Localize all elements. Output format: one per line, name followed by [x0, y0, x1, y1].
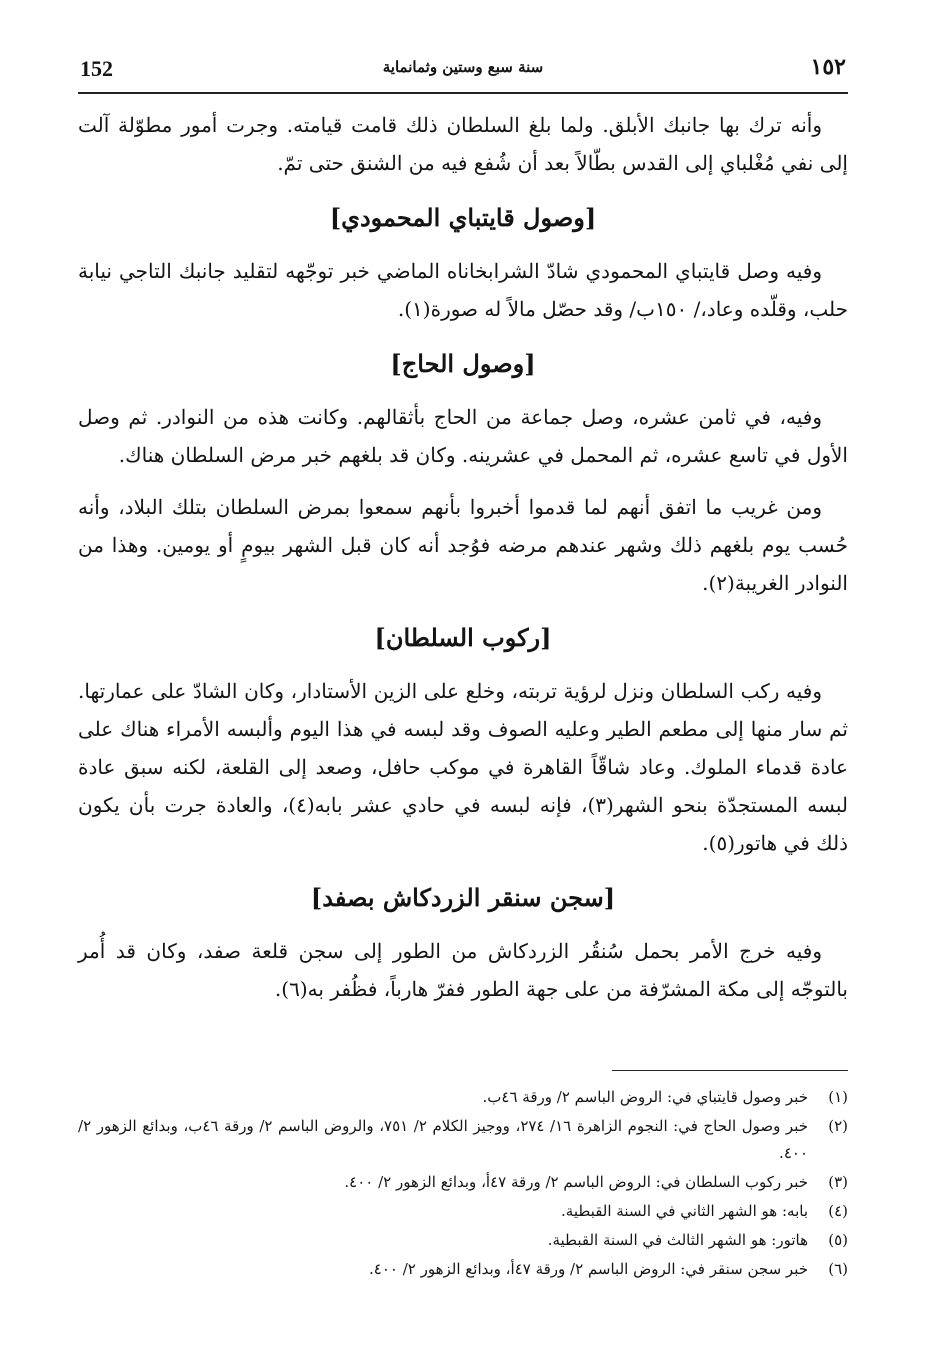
footnote — [78, 1227, 848, 1254]
paragraph: وفيه وصل قايتباي المحمودي شادّ الشرابخاناه الماضي خبر توجّهه لتقليد جانبك التاجي نيابة حلب، وقلّده وعاد،/ ١٥٠ب/ وقد حصّل مالاً له صورة(١). — [78, 259, 848, 321]
footnote — [78, 1169, 848, 1196]
footnote-number: (٤) — [828, 1202, 848, 1220]
footnote — [78, 1084, 848, 1111]
main-text — [78, 106, 848, 1022]
footnote-number: (٢) — [828, 1117, 848, 1135]
footnotes — [78, 1084, 848, 1285]
running-title: سنة سبع وستين وثمانماية — [382, 58, 544, 76]
section-heading: [سجن سنقر الزردكاش بصفد] — [310, 883, 616, 912]
footnote-text: بابه: هو الشهر الثاني في السنة القبطية. — [561, 1202, 808, 1220]
footnote — [78, 1113, 848, 1167]
footnote-number: (٣) — [828, 1173, 848, 1191]
paragraph: وفيه خرج الأمر بحمل سُنقُر الزردكاش من الطور إلى سجن قلعة صفد، وكان قد أُمر بالتوجّه إلى مكة المشرّفة من على جهة الطور ففرّ هارباً، فظُفر به(٦). — [78, 939, 848, 1001]
paragraph: وفيه ركب السلطان ونزل لرؤية تربته، وخلع على الزين الأستادار، وكان الشادّ على عمارتها. ثم سار منها إلى مطعم الطير وعليه الصوف وقد لبسه في هذا اليوم وألبسه الأمراء هناك على عادة قدماء الملوك. وعاد شاقّاً القاهرة في موكب حافل، وصعد إلى القلعة، لكنه سبق عادة لبسه المستجدّة بنحو الشهر(٣)، فإنه لبسه في حادي عشر بابه(٤)، والعادة جرت بأن يكون ذلك في هاتور(٥). — [78, 679, 848, 855]
paragraph: وأنه ترك بها جانبك الأبلق. ولما بلغ السلطان ذلك قامت قيامته. وجرت أمور مطوّلة آلت إلى نفي مُغْلباي إلى القدس بطّالاً بعد أن شُفع فيه من الشنق حتى تمّ. — [78, 113, 848, 175]
section-heading: [وصول قايتباي المحمودي] — [329, 203, 597, 232]
footnote-number: (٥) — [828, 1231, 848, 1249]
footnote — [78, 1256, 848, 1283]
section-heading: [وصول الحاج] — [390, 349, 536, 378]
footnote-text: هاتور: هو الشهر الثالث في السنة القبطية. — [547, 1231, 808, 1249]
footnote-text: خبر ركوب السلطان في: الروض الباسم ٢/ ورقة ٤٧أ، وبدائع الزهور ٢/ ٤٠٠. — [344, 1173, 808, 1191]
page-header — [78, 52, 848, 94]
footnote-number: (١) — [828, 1088, 848, 1106]
footnote-separator — [612, 1070, 848, 1071]
paragraph: ومن غريب ما اتفق أنهم لما قدموا أخبروا بأنهم سمعوا بمرض السلطان بتلك البلاد، وأنه حُسب يوم بلغهم ذلك وشهر عندهم مرضه فوُجد أنه كان قبل الشهر بيومٍ أو يومين. وهذا من النوادر الغريبة(٢). — [78, 495, 848, 595]
page-number-latin: 152 — [80, 56, 113, 81]
paragraph: وفيه، في ثامن عشره، وصل جماعة من الحاج بأثقالهم. وكانت هذه من النوادر. ثم وصل الأول في تاسع عشره، ثم المحمل في عشرينه. وكان قد بلغهم خبر مرض السلطان هناك. — [78, 405, 848, 467]
footnote-text: خبر وصول قايتباي في: الروض الباسم ٢/ ورقة ٤٦ب. — [482, 1088, 808, 1106]
footnote-number: (٦) — [828, 1260, 848, 1278]
footnote-text: خبر سجن سنقر في: الروض الباسم ٢/ ورقة ٤٧أ، وبدائع الزهور ٢/ ٤٠٠. — [368, 1260, 808, 1278]
page-number-arabic: ١٥٢ — [810, 54, 846, 80]
footnote — [78, 1198, 848, 1225]
footnote-text: خبر وصول الحاج في: النجوم الزاهرة ١٦/ ٢٧٤، ووجيز الكلام ٢/ ٧٥١، والروض الباسم ٢/ ورقة ٤٦ب، وبدائع الزهور ٢/ ٤٠٠. — [78, 1117, 809, 1162]
section-heading: [ركوب السلطان] — [374, 623, 552, 652]
